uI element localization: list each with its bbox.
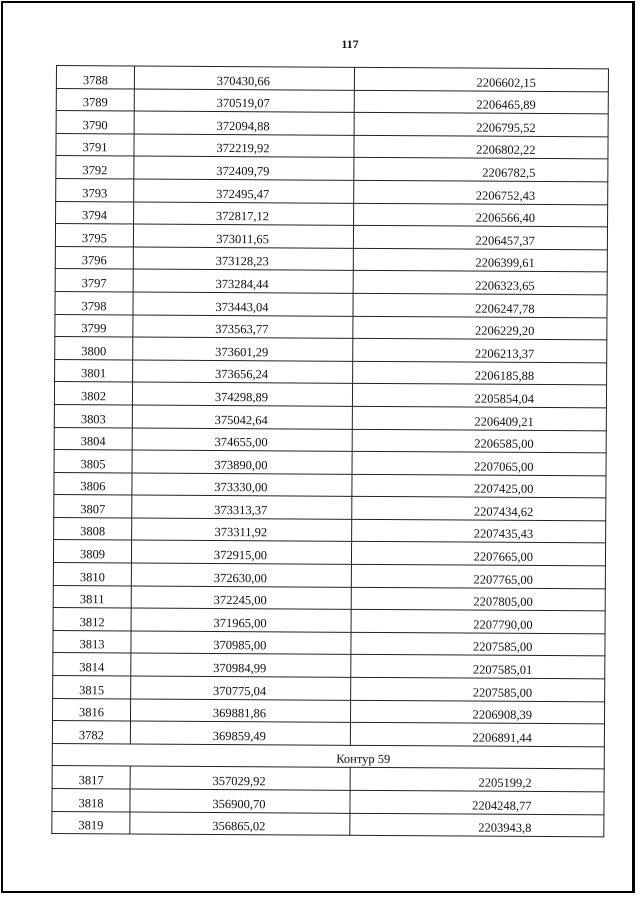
x-coordinate-cell: 369859,49 — [130, 721, 350, 745]
table-row — [53, 676, 605, 702]
coordinates-table-body — [52, 66, 609, 838]
y-coordinate-cell: 2206802,22 — [354, 135, 608, 159]
x-coordinate-cell: 375042,64 — [132, 405, 352, 429]
x-coordinate-cell: 370519,07 — [134, 89, 354, 113]
y-coordinate-cell: 2206566,40 — [354, 203, 608, 227]
x-coordinate-cell: 373313,37 — [132, 495, 352, 519]
point-number-cell: 3799 — [55, 314, 133, 337]
y-coordinate-cell: 2206213,37 — [353, 338, 607, 362]
table-row — [54, 517, 606, 543]
x-coordinate-cell: 372495,47 — [134, 179, 354, 203]
x-coordinate-cell: 372245,00 — [131, 586, 351, 610]
contour-header-row — [52, 743, 604, 769]
x-coordinate-cell: 373330,00 — [132, 473, 352, 497]
y-coordinate-cell: 2207585,00 — [351, 632, 605, 656]
y-coordinate-cell: 2207434,62 — [352, 497, 606, 521]
point-number-cell: 3804 — [54, 427, 132, 450]
x-coordinate-cell: 372630,00 — [131, 563, 351, 587]
y-coordinate-cell: 2206399,61 — [353, 248, 607, 272]
table-row — [55, 314, 607, 340]
point-number-cell: 3793 — [56, 178, 134, 201]
x-coordinate-cell: 370985,00 — [131, 631, 351, 655]
y-coordinate-cell: 2205199,2 — [350, 768, 604, 792]
point-number-cell: 3807 — [54, 495, 132, 518]
point-number-cell: 3806 — [54, 472, 132, 495]
point-number-cell: 3818 — [52, 788, 130, 811]
x-coordinate-cell: 373284,44 — [133, 269, 353, 293]
y-coordinate-cell: 2206457,37 — [353, 225, 607, 249]
x-coordinate-cell: 370430,66 — [134, 66, 354, 90]
table-row — [54, 472, 606, 498]
table-row — [52, 788, 604, 814]
point-number-cell: 3810 — [53, 563, 131, 586]
x-coordinate-cell: 356900,70 — [130, 789, 350, 813]
point-number-cell: 3798 — [55, 291, 133, 314]
table-row — [56, 66, 608, 92]
y-coordinate-cell: 2207665,00 — [351, 542, 605, 566]
y-coordinate-cell: 2207585,01 — [351, 655, 605, 679]
y-coordinate-cell: 2206323,65 — [353, 271, 607, 295]
table-row — [53, 563, 605, 589]
y-coordinate-cell: 2207425,00 — [352, 474, 606, 498]
point-number-cell: 3789 — [56, 88, 134, 111]
y-coordinate-cell: 2203943,8 — [350, 813, 604, 837]
table-row — [56, 178, 608, 204]
table-row — [56, 156, 608, 182]
table-row — [55, 291, 607, 317]
table-row — [55, 246, 607, 272]
x-coordinate-cell: 371965,00 — [131, 608, 351, 632]
table-row — [56, 133, 608, 159]
x-coordinate-cell: 372817,12 — [134, 202, 354, 226]
point-number-cell: 3792 — [56, 156, 134, 179]
y-coordinate-cell: 2206229,20 — [353, 316, 607, 340]
y-coordinate-cell: 2206585,00 — [352, 429, 606, 453]
point-number-cell: 3811 — [53, 585, 131, 608]
point-number-cell: 3808 — [54, 517, 132, 540]
point-number-cell: 3800 — [55, 337, 133, 360]
table-row — [56, 111, 608, 137]
x-coordinate-cell: 374298,89 — [132, 382, 352, 406]
y-coordinate-cell: 2206752,43 — [354, 180, 608, 204]
y-coordinate-cell: 2206908,39 — [350, 700, 604, 724]
point-number-cell: 3782 — [52, 721, 130, 744]
point-number-cell: 3805 — [54, 450, 132, 473]
contour-label: Контур 59 — [52, 743, 604, 769]
y-coordinate-cell: 2206185,88 — [353, 361, 607, 385]
table-row — [56, 201, 608, 227]
point-number-cell: 3795 — [55, 224, 133, 247]
table-row — [53, 585, 605, 611]
y-coordinate-cell: 2207765,00 — [351, 564, 605, 588]
point-number-cell: 3813 — [53, 630, 131, 653]
x-coordinate-cell: 373656,24 — [133, 360, 353, 384]
point-number-cell: 3790 — [56, 111, 134, 134]
x-coordinate-cell: 369881,86 — [130, 699, 350, 723]
table-row — [54, 450, 606, 476]
x-coordinate-cell: 373563,77 — [133, 315, 353, 339]
point-number-cell: 3816 — [52, 698, 130, 721]
table-row — [52, 698, 604, 724]
point-number-cell: 3802 — [54, 382, 132, 405]
table-row — [54, 382, 606, 408]
page-number: 117 — [341, 37, 359, 51]
point-number-cell: 3814 — [53, 653, 131, 676]
point-number-cell: 3796 — [55, 246, 133, 269]
y-coordinate-cell: 2204248,77 — [350, 790, 604, 814]
y-coordinate-cell: 2206602,15 — [354, 67, 608, 91]
x-coordinate-cell: 373890,00 — [132, 450, 352, 474]
point-number-cell: 3817 — [52, 766, 130, 789]
point-number-cell: 3809 — [53, 540, 131, 563]
point-number-cell: 3812 — [53, 608, 131, 631]
x-coordinate-cell: 372409,79 — [134, 156, 354, 180]
y-coordinate-cell: 2207585,00 — [351, 677, 605, 701]
table-row — [55, 359, 607, 385]
x-coordinate-cell: 373311,92 — [132, 518, 352, 542]
table-row — [54, 404, 606, 430]
table-row — [52, 811, 604, 837]
table-row — [53, 540, 605, 566]
table-row — [53, 653, 605, 679]
point-number-cell: 3815 — [53, 676, 131, 699]
x-coordinate-cell: 356865,02 — [130, 812, 350, 836]
x-coordinate-cell: 373443,04 — [133, 292, 353, 316]
point-number-cell: 3819 — [52, 811, 130, 834]
point-number-cell: 3797 — [55, 269, 133, 292]
x-coordinate-cell: 374655,00 — [132, 427, 352, 451]
x-coordinate-cell: 373128,23 — [133, 247, 353, 271]
y-coordinate-cell: 2207790,00 — [351, 610, 605, 634]
point-number-cell: 3801 — [55, 359, 133, 382]
table-row — [52, 766, 604, 792]
x-coordinate-cell: 372094,88 — [134, 111, 354, 135]
x-coordinate-cell: 372915,00 — [131, 540, 351, 564]
y-coordinate-cell: 2207065,00 — [352, 451, 606, 475]
x-coordinate-cell: 370984,99 — [131, 653, 351, 677]
table-row — [56, 88, 608, 114]
point-number-cell: 3788 — [56, 66, 134, 89]
y-coordinate-cell: 2206891,44 — [350, 723, 604, 747]
point-number-cell: 3803 — [54, 404, 132, 427]
x-coordinate-cell: 370775,04 — [131, 676, 351, 700]
y-coordinate-cell: 2206795,52 — [354, 113, 608, 137]
table-row — [55, 269, 607, 295]
point-number-cell: 3791 — [56, 133, 134, 156]
y-coordinate-cell: 2206409,21 — [352, 406, 606, 430]
x-coordinate-cell: 373601,29 — [133, 337, 353, 361]
y-coordinate-cell: 2205854,04 — [352, 384, 606, 408]
y-coordinate-cell: 2206465,89 — [354, 90, 608, 114]
table-row — [55, 224, 607, 250]
table-row — [53, 608, 605, 634]
y-coordinate-cell: 2207805,00 — [351, 587, 605, 611]
x-coordinate-cell: 372219,92 — [134, 134, 354, 158]
y-coordinate-cell: 2206782,5 — [354, 158, 608, 182]
coordinates-table — [51, 65, 609, 838]
y-coordinate-cell: 2206247,78 — [353, 293, 607, 317]
point-number-cell: 3794 — [56, 201, 134, 224]
table-row — [55, 337, 607, 363]
table-row — [54, 495, 606, 521]
x-coordinate-cell: 357029,92 — [130, 766, 350, 790]
table-row — [53, 630, 605, 656]
table-row — [54, 427, 606, 453]
x-coordinate-cell: 373011,65 — [133, 224, 353, 248]
table-row — [52, 721, 604, 747]
y-coordinate-cell: 2207435,43 — [352, 519, 606, 543]
